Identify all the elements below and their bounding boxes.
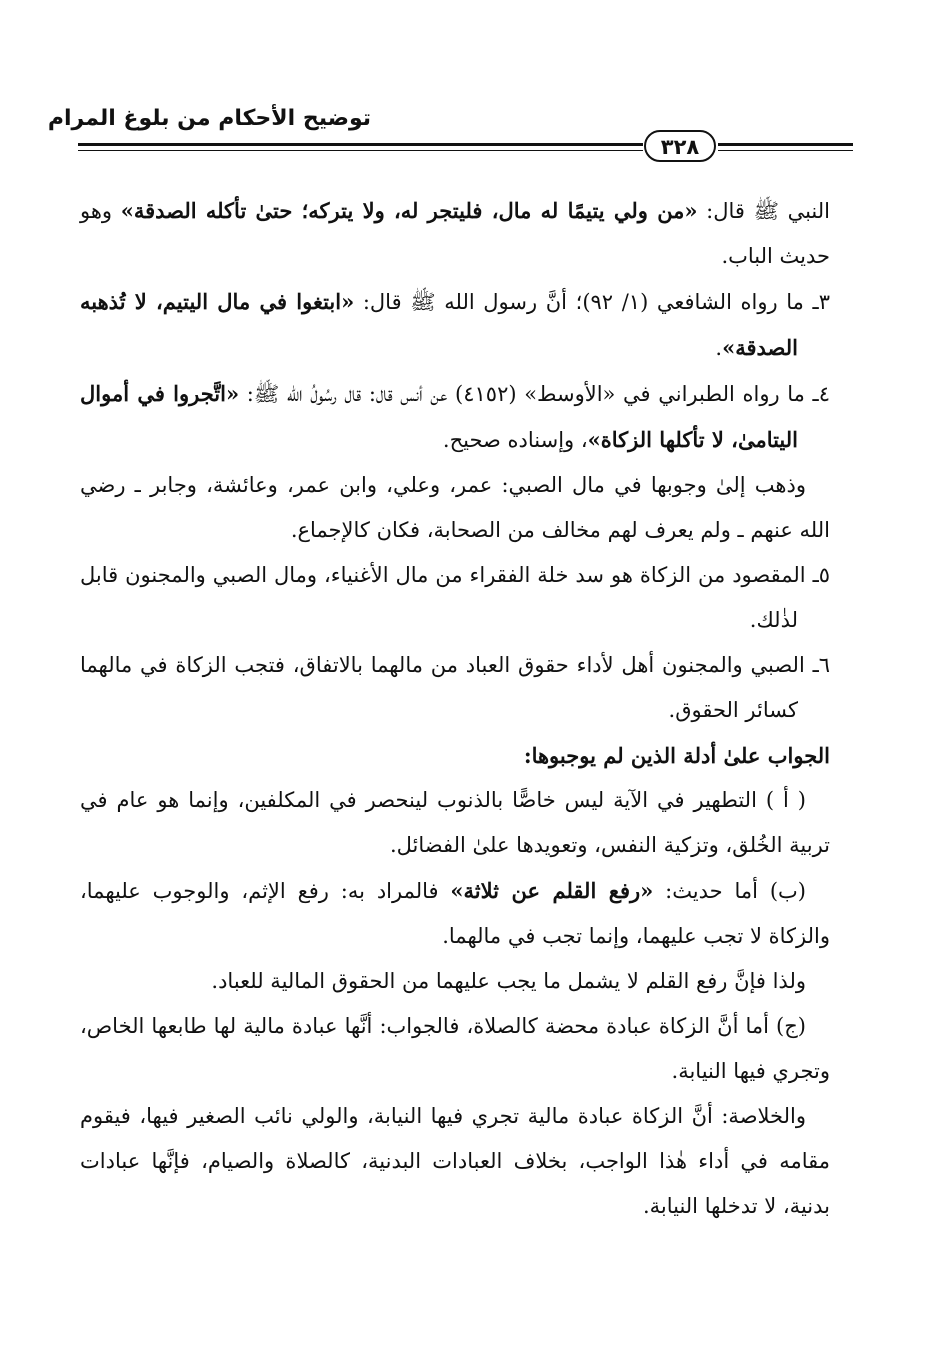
- paragraph-text: ٥ـ المقصود من الزكاة هو سد خلة الفقراء من مال الأغنياء، ومال الصبي والمجنون قابل لذٰلك.: [80, 563, 830, 632]
- hadith-quote: «من ولي يتيمًا له مال، فليتجر له، ولا يتركه؛ حتىٰ تأكله الصدقة»: [120, 198, 698, 223]
- paragraph-text: .: [715, 336, 723, 360]
- paragraph-answer-a: [80, 778, 830, 868]
- paragraph-answer-b: [80, 868, 830, 959]
- paragraph-evidence-5: [80, 553, 830, 643]
- paragraph-text: ٣ـ ما رواه الشافعي (١/ ٩٢)؛ أنَّ رسول الله ﷺ قال:: [354, 290, 830, 314]
- paragraph-text: وهو حديث الباب.: [80, 199, 830, 268]
- header-rule-right-thin: [718, 150, 853, 151]
- heading-text: الجواب علىٰ أدلة الذين لم يوجبوها:: [523, 743, 830, 768]
- paragraph-text: (ب) أما حديث:: [653, 879, 806, 903]
- paragraph-text: ( أ ) التطهير في الآية ليس خاصًّا بالذنوب لينحصر في المكلفين، وإنما هو عام في تربية الخُلق، وتزكية النفس، وتعويدها علىٰ الفضائل.: [80, 788, 830, 857]
- paragraph-text: والخلاصة: أنَّ الزكاة عبادة مالية تجري فيها النيابة، والولي نائب الصغير فيها، فيقوم مقامه في أداء هٰذا الواجب، بخلاف العبادات البدنية، كالصلاة والصيام، فإنَّها عبادات بدنية، لا تدخلها النيابة.: [80, 1104, 830, 1218]
- paragraph-text: (ج) أما أنَّ الزكاة عبادة محضة كالصلاة، فالجواب: أنَّها عبادة مالية لها طابعها الخاص، وتجري فيها النيابة.: [80, 1014, 830, 1083]
- paragraph-answer-c: [80, 1004, 830, 1094]
- paragraph-text: ولذا فإنَّ رفع القلم لا يشمل ما يجب عليهما من الحقوق المالية للعباد.: [211, 969, 806, 993]
- paragraph-text: وذهب إلىٰ وجوبها في مال الصبي: عمر، وعلي، وابن عمر، وعائشة، وجابر ـ رضي الله عنهم ـ ولم يعرف لهم مخالف من الصحابة، فكان كالإجماع.: [80, 473, 830, 542]
- paragraph-text: ٦ـ الصبي والمجنون أهل لأداء حقوق العباد من مالهما بالاتفاق، فتجب الزكاة في مالهما كسائر الحقوق.: [80, 653, 831, 722]
- page-body: [80, 188, 830, 1229]
- page-number: ٣٢٨: [644, 130, 716, 162]
- hadith-quote: «رفع القلم عن ثلاثة»: [450, 878, 654, 903]
- paragraph-answer-b-cont: [80, 959, 830, 1004]
- hadith-quote: «ابتغوا في مال اليتيم، لا تُذهبه الصدقة»: [80, 289, 798, 360]
- paragraph-text: فالمراد به: رفع الإثم، والوجوب عليهما، والزكاة لا تجب عليهما، وإنما تجب في مالهما.: [80, 879, 830, 948]
- paragraph-evidence-6: [80, 643, 830, 733]
- hadith-quote: «اتَّجروا في أموال اليتامىٰ، لا تأكلها الزكاة»: [80, 381, 798, 452]
- section-heading: [80, 733, 830, 778]
- paragraph-evidence-3: [80, 279, 830, 371]
- book-title: توضيح الأحكام من بلوغ المرام: [47, 106, 371, 131]
- paragraph-evidence-4: [80, 371, 830, 463]
- paragraph-text: ٤ـ ما رواه الطبراني في «الأوسط» (٤١٥٢) عن أنس قال: قال رسُولُ الله ﷺ:: [239, 382, 830, 406]
- header-rule-left: [78, 143, 643, 146]
- running-header: [47, 100, 853, 170]
- paragraph-text: ، وإسناده صحيح.: [442, 428, 588, 452]
- paragraph-1: [80, 188, 830, 279]
- header-rule-right: [718, 143, 853, 146]
- paragraph-companions: [80, 463, 830, 553]
- header-rule-left-thin: [78, 150, 643, 151]
- paragraph-text: النبي ﷺ قال:: [697, 199, 830, 223]
- paragraph-conclusion: [80, 1094, 830, 1229]
